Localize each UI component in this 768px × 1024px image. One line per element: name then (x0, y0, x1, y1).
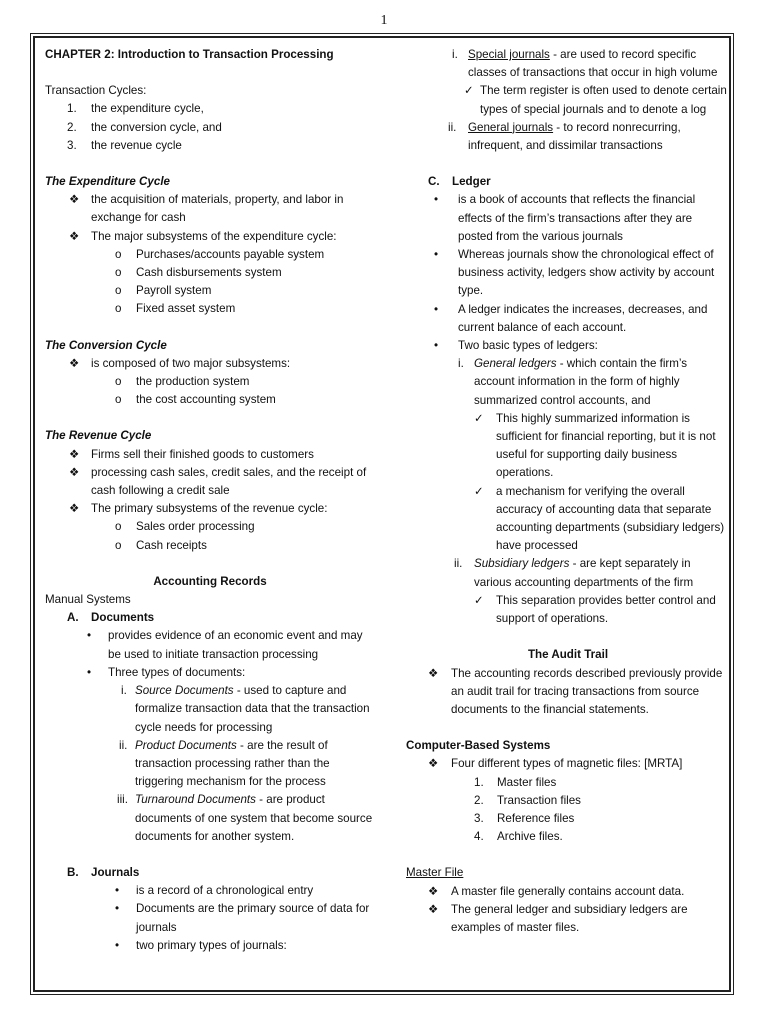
list-item: • is a record of a chronological entry (45, 882, 375, 900)
circle-bullet-icon: o (115, 520, 122, 534)
computer-based-systems-heading: Computer-Based Systems (406, 739, 551, 753)
diamond-bullet-icon: ❖ (428, 666, 439, 680)
list-item: ❖ Firms sell their finished goods to customers (45, 446, 375, 464)
list-item: 3. Reference files (474, 811, 575, 825)
list-item: ❖ The general ledger and subsidiary ledgers are examples of master files. (428, 902, 688, 934)
circle-bullet-icon: o (115, 302, 122, 316)
list-item: ii. General journals - to record nonrecurring, infrequent, and dissimilar transactions (448, 120, 681, 153)
diamond-bullet-icon: ❖ (428, 902, 439, 916)
diamond-bullet-icon: ❖ (69, 502, 80, 516)
bullet-icon: • (115, 902, 120, 916)
expenditure-cycle-heading: The Expenditure Cycle (45, 175, 170, 189)
list-item: 1. the expenditure cycle, (67, 102, 204, 116)
checkmark-icon: ✓ (474, 593, 484, 607)
list-item: • Whereas journals show the chronological effect of business activity, ledgers show activity by account type. (434, 248, 715, 298)
list-item: o Payroll system (45, 282, 375, 300)
list-item: • two primary types of journals: (45, 937, 375, 955)
list-item: ✓ The term register is often used to denote certain types of special journals and to denote a log (464, 84, 727, 116)
list-item: • is a book of accounts that reflects the financial effects of the firm’s transactions after they are posted from the various journals (434, 193, 696, 243)
list-item: o Purchases/accounts payable system (45, 246, 375, 264)
list-item: ❖ is composed of two major subsystems: (45, 355, 375, 373)
list-item: • A ledger indicates the increases, decreases, and current balance of each account. (434, 302, 708, 334)
list-item: • Three types of documents: (45, 664, 375, 682)
list-item: 1. Master files (474, 775, 557, 789)
diamond-bullet-icon: ❖ (428, 884, 439, 898)
right-column (406, 46, 730, 937)
list-item: • Documents are the primary source of data for journals (115, 902, 370, 934)
list-item: o Cash receipts (45, 537, 375, 555)
bullet-icon: • (434, 193, 439, 207)
circle-bullet-icon: o (115, 538, 122, 552)
section-heading: A. Documents (67, 611, 155, 625)
section-heading: B. Journals (67, 865, 140, 879)
checkmark-icon: ✓ (464, 84, 474, 98)
page-number: 1 (380, 13, 388, 28)
list-item: 2. Transaction files (474, 793, 581, 807)
list-item: ❖ The major subsystems of the expenditure cycle: (45, 228, 375, 246)
list-item: o Fixed asset system (45, 300, 375, 318)
list-item: ❖ the acquisition of materials, property, and labor in exchange for cash (69, 193, 344, 225)
list-item: o Cash disbursements system (45, 264, 375, 282)
list-item: • Two basic types of ledgers: (406, 337, 730, 355)
diamond-bullet-icon: ❖ (69, 229, 80, 243)
diamond-bullet-icon: ❖ (69, 465, 80, 479)
accounting-records-heading: Accounting Records (153, 574, 267, 588)
list-item: o the cost accounting system (45, 391, 375, 409)
list-item: ✓ a mechanism for verifying the overall accuracy of accounting data that separate accounting departments (subsidiary ledgers) have processed (474, 484, 725, 553)
bullet-icon: • (434, 248, 439, 262)
circle-bullet-icon: o (115, 284, 122, 298)
list-item: • provides evidence of an economic event and may be used to initiate transaction processing (87, 629, 363, 661)
diamond-bullet-icon: ❖ (69, 193, 80, 207)
revenue-cycle-heading: The Revenue Cycle (45, 429, 152, 443)
chapter-title: CHAPTER 2: Introduction to Transaction Processing (45, 48, 334, 61)
circle-bullet-icon: o (115, 393, 122, 407)
list-item: ii. Product Documents - are the result of transaction processing rather than the triggering mechanism for the process (119, 738, 330, 789)
section-heading: C. Ledger (428, 175, 491, 189)
transaction-cycles-heading: Transaction Cycles: (45, 84, 147, 98)
list-item: ii. Subsidiary ledgers - are kept separately in various accounting departments of the firm (454, 557, 694, 589)
checkmark-icon: ✓ (474, 411, 484, 425)
circle-bullet-icon: o (115, 375, 122, 389)
bullet-icon: • (115, 938, 120, 952)
list-item: i. General ledgers - which contain the firm’s account information in the form of highly summarized control accounts, and (458, 357, 688, 407)
list-item: 4. Archive files. (474, 830, 563, 844)
diamond-bullet-icon: ❖ (428, 757, 439, 771)
diamond-bullet-icon: ❖ (69, 447, 80, 461)
list-item: o Sales order processing (45, 518, 375, 536)
master-file-heading: Master File (406, 866, 464, 880)
bullet-icon: • (115, 884, 120, 898)
list-item: ❖ A master file generally contains account data. (406, 883, 730, 901)
list-item: ✓ This highly summarized information is sufficient for financial reporting, but it is not useful for supporting daily business operations. (474, 411, 716, 480)
list-item: iii. Turnaround Documents - are product documents of one system that become source documents for another system. (117, 793, 373, 843)
list-item: ❖ processing cash sales, credit sales, and the receipt of cash following a credit sale (69, 465, 367, 498)
list-item: i. Special journals - are used to record specific classes of transactions that occur in high volume (452, 48, 718, 80)
list-item: ❖ Four different types of magnetic files: [MRTA] (406, 755, 730, 773)
manual-systems-label: Manual Systems (45, 593, 131, 607)
bullet-icon: • (434, 339, 439, 353)
diamond-bullet-icon: ❖ (69, 356, 80, 370)
bullet-icon: • (87, 629, 92, 643)
checkmark-icon: ✓ (474, 484, 484, 498)
list-item: o the production system (45, 373, 375, 391)
list-item: 2. the conversion cycle, and (67, 120, 222, 134)
list-item: i. Source Documents - used to capture and formalize transaction data that the transaction cycle needs for processing (121, 684, 370, 734)
circle-bullet-icon: o (115, 266, 122, 280)
bullet-icon: • (87, 665, 92, 679)
list-item: 3. the revenue cycle (67, 138, 182, 152)
bullet-icon: • (434, 302, 439, 316)
audit-trail-heading: The Audit Trail (527, 648, 609, 662)
list-item: ✓ This separation provides better control and support of operations. (474, 593, 716, 626)
left-column (45, 46, 375, 955)
list-item: ❖ The accounting records described previously provide an audit trail for tracing transactions from source documents to the financial statements. (428, 666, 723, 716)
conversion-cycle-heading: The Conversion Cycle (45, 338, 167, 352)
list-item: ❖ The primary subsystems of the revenue cycle: (45, 500, 375, 518)
circle-bullet-icon: o (115, 247, 122, 261)
